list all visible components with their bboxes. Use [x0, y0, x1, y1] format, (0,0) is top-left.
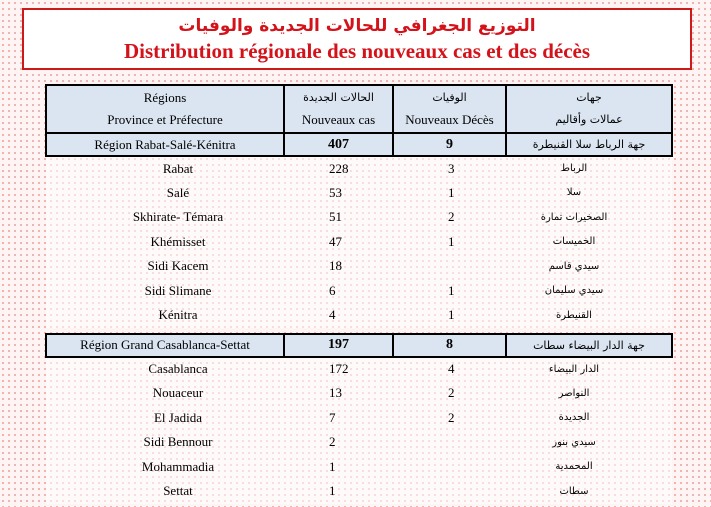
header-regions-arabic-line2: عمالات وأقاليم — [555, 113, 623, 126]
province-deaths — [393, 479, 506, 504]
province-cases: 53 — [284, 181, 393, 206]
province-cases: 1 — [284, 455, 393, 480]
table-header-row — [46, 85, 672, 133]
province-name-arabic: سيدي سليمان — [506, 279, 672, 304]
province-name: Sidi Bennour — [46, 430, 284, 455]
regional-distribution-table — [45, 84, 673, 504]
title-french: Distribution régionale des nouveaux cas et des décès — [123, 39, 591, 63]
province-cases: 1 — [284, 479, 393, 504]
title-box — [22, 8, 692, 70]
table-row — [46, 279, 672, 304]
province-cases: 228 — [284, 156, 393, 181]
province-deaths: 3 — [393, 156, 506, 181]
province-name: Casablanca — [46, 357, 284, 382]
province-name-arabic: سيدي بنور — [506, 430, 672, 455]
province-name-arabic: الرباط — [506, 156, 672, 181]
table-row — [46, 230, 672, 255]
region-deaths: 8 — [393, 334, 506, 357]
region-row-grand-casablanca-settat — [46, 334, 672, 357]
province-cases: 6 — [284, 279, 393, 304]
table-row — [46, 479, 672, 504]
header-new-deaths-arabic: الوفيات — [432, 91, 467, 104]
province-name-arabic: الصخيرات تمارة — [506, 205, 672, 230]
province-cases: 172 — [284, 357, 393, 382]
province-name: Settat — [46, 479, 284, 504]
region-name: Région Grand Casablanca-Settat — [46, 334, 284, 357]
header-new-cases-arabic: الحالات الجديدة — [303, 91, 374, 104]
region-name-arabic: جهة الرباط سلا القنيطرة — [506, 133, 672, 156]
province-deaths — [393, 430, 506, 455]
table-row — [46, 381, 672, 406]
title-arabic: التوزيع الجغرافي للحالات الجديدة والوفيات — [178, 16, 536, 36]
table-row — [46, 303, 672, 328]
province-cases: 51 — [284, 205, 393, 230]
province-name: El Jadida — [46, 406, 284, 431]
province-name: Nouaceur — [46, 381, 284, 406]
region-deaths: 9 — [393, 133, 506, 156]
province-name-arabic: النواصر — [506, 381, 672, 406]
header-new-cases — [284, 85, 393, 133]
province-cases: 4 — [284, 303, 393, 328]
province-deaths: 2 — [393, 381, 506, 406]
province-name: Sidi Kacem — [46, 254, 284, 279]
province-deaths — [393, 455, 506, 480]
region-cases: 407 — [284, 133, 393, 156]
province-name-arabic: القنيطرة — [506, 303, 672, 328]
table-row — [46, 156, 672, 181]
province-name: Rabat — [46, 156, 284, 181]
province-cases: 13 — [284, 381, 393, 406]
province-deaths: 4 — [393, 357, 506, 382]
province-name: Salé — [46, 181, 284, 206]
province-deaths: 1 — [393, 303, 506, 328]
region-name-arabic: جهة الدار البيضاء سطات — [506, 334, 672, 357]
header-regions-arabic — [506, 85, 672, 133]
province-name: Skhirate- Témara — [46, 205, 284, 230]
header-new-deaths — [393, 85, 506, 133]
province-name-arabic: المحمدية — [506, 455, 672, 480]
province-deaths: 1 — [393, 279, 506, 304]
header-regions-line2: Province et Préfecture — [107, 112, 223, 127]
header-regions — [46, 85, 284, 133]
table-row — [46, 254, 672, 279]
province-cases: 18 — [284, 254, 393, 279]
table-row — [46, 181, 672, 206]
province-name-arabic: سلا — [506, 181, 672, 206]
province-deaths: 2 — [393, 406, 506, 431]
province-name: Sidi Slimane — [46, 279, 284, 304]
header-regions-arabic-line1: جهات — [576, 91, 602, 104]
province-name-arabic: سيدي قاسم — [506, 254, 672, 279]
province-name-arabic: الدار البيضاء — [506, 357, 672, 382]
province-cases: 2 — [284, 430, 393, 455]
table-row — [46, 455, 672, 480]
region-name: Région Rabat-Salé-Kénitra — [46, 133, 284, 156]
province-name: Mohammadia — [46, 455, 284, 480]
table-row — [46, 430, 672, 455]
header-regions-line1: Régions — [143, 90, 187, 105]
table-row — [46, 406, 672, 431]
province-cases: 47 — [284, 230, 393, 255]
table-row — [46, 205, 672, 230]
table-row — [46, 357, 672, 382]
province-deaths — [393, 254, 506, 279]
province-name-arabic: سطات — [506, 479, 672, 504]
province-name: Khémisset — [46, 230, 284, 255]
province-name: Kénitra — [46, 303, 284, 328]
province-name-arabic: الجديدة — [506, 406, 672, 431]
header-new-cases-french: Nouveaux cas — [301, 112, 376, 127]
region-cases: 197 — [284, 334, 393, 357]
province-cases: 7 — [284, 406, 393, 431]
region-row-rabat-sale-kenitra — [46, 133, 672, 156]
province-deaths: 2 — [393, 205, 506, 230]
header-new-deaths-french: Nouveaux Décès — [405, 112, 494, 127]
province-deaths: 1 — [393, 230, 506, 255]
province-name-arabic: الخميسات — [506, 230, 672, 255]
province-deaths: 1 — [393, 181, 506, 206]
